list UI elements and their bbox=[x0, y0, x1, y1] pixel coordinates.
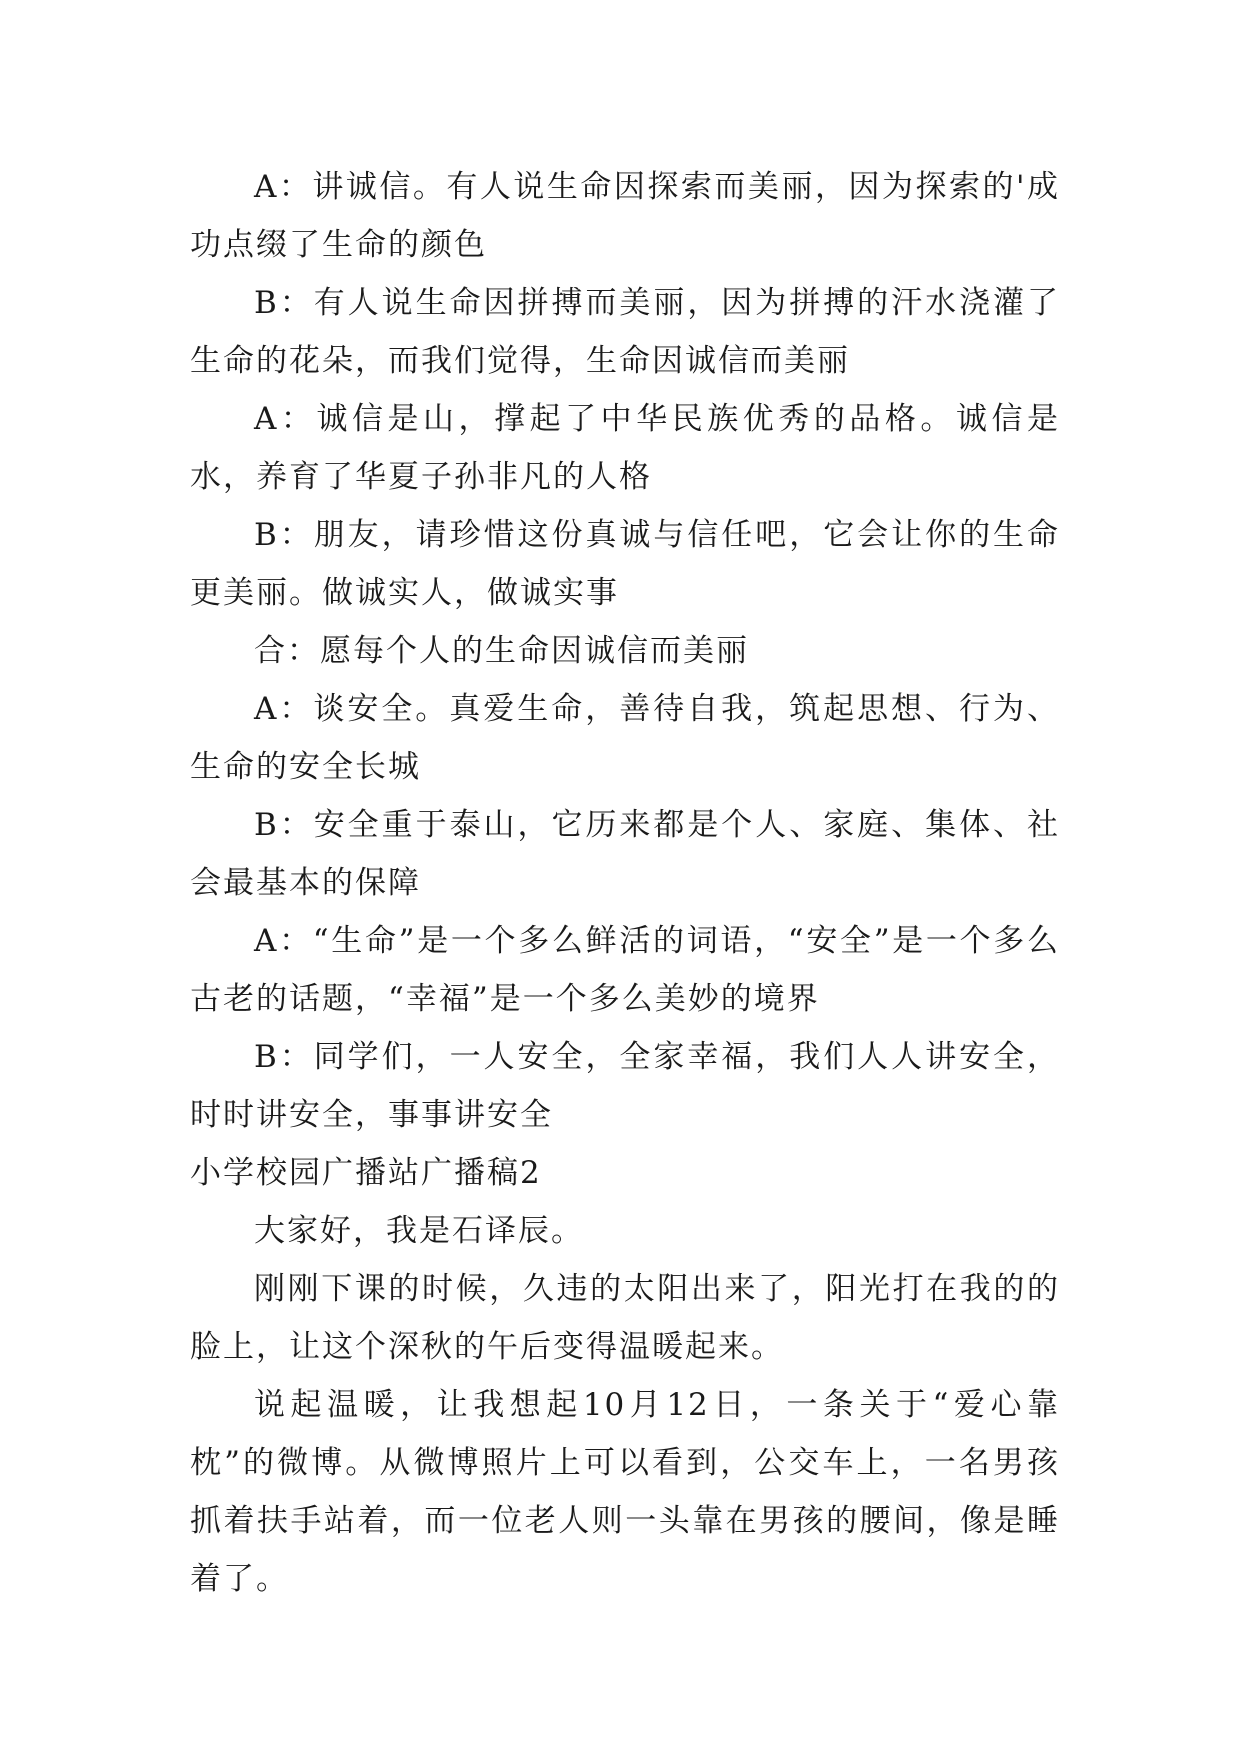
section-heading: 小学校园广播站广播稿2 bbox=[190, 1155, 542, 1191]
paragraph: A：谈安全。真爱生命，善待自我，筑起思想、行为、生命的安全长城 bbox=[190, 691, 1060, 785]
paragraph: A：讲诚信。有人说生命因探索而美丽，因为探索的'成功点缀了生命的颜色 bbox=[190, 169, 1060, 263]
document-body bbox=[190, 158, 1060, 1608]
paragraph: A：“生命”是一个多么鲜活的词语，“安全”是一个多么古老的话题，“幸福”是一个多么美妙的境界 bbox=[190, 923, 1060, 1017]
paragraph: B：有人说生命因拼搏而美丽，因为拼搏的汗水浇灌了生命的花朵，而我们觉得，生命因诚信而美丽 bbox=[190, 285, 1060, 379]
paragraph: 说起温暖，让我想起10月12日，一条关于“爱心靠枕”的微博。从微博照片上可以看到，公交车上，一名男孩抓着扶手站着，而一位老人则一头靠在男孩的腰间，像是睡着了。 bbox=[190, 1387, 1060, 1597]
paragraph: A：诚信是山，撑起了中华民族优秀的品格。诚信是水，养育了华夏子孙非凡的人格 bbox=[190, 401, 1060, 495]
paragraph: 合：愿每个人的生命因诚信而美丽 bbox=[254, 633, 749, 669]
paragraph: 刚刚下课的时候，久违的太阳出来了，阳光打在我的的脸上，让这个深秋的午后变得温暖起来。 bbox=[190, 1271, 1060, 1365]
paragraph: B：安全重于泰山，它历来都是个人、家庭、集体、社会最基本的保障 bbox=[190, 807, 1060, 901]
paragraph: B：同学们，一人安全，全家幸福，我们人人讲安全，时时讲安全，事事讲安全 bbox=[190, 1039, 1060, 1133]
paragraph: 大家好，我是石译辰。 bbox=[254, 1213, 584, 1249]
paragraph: B：朋友，请珍惜这份真诚与信任吧，它会让你的生命更美丽。做诚实人，做诚实事 bbox=[190, 517, 1060, 611]
